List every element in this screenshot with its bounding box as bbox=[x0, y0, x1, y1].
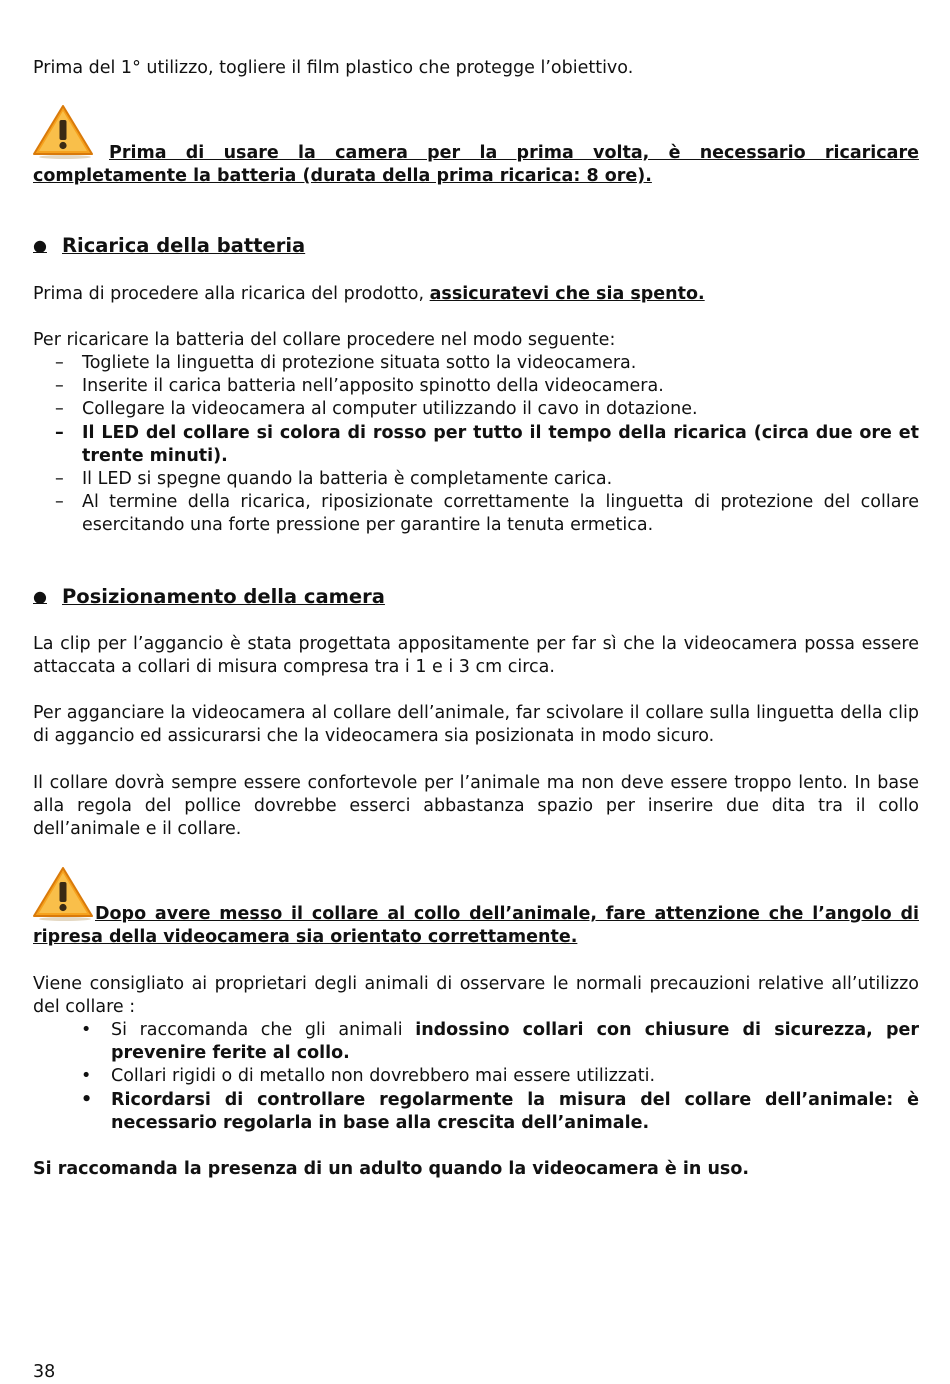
list-item: • Si raccomanda che gli animali indossino collari con chiusure di sicurezza, per prevenire ferite al collo. bbox=[81, 1020, 919, 1064]
heading-bullet: ● bbox=[33, 587, 47, 606]
advice-intro: Viene consigliato ai proprietari degli animali di osservare le normali precauzioni relative all’utilizzo del collare : bbox=[33, 974, 919, 1018]
list-item: – Al termine della ricarica, riposizionate correttamente la linguetta di protezione del collare esercitando una forte pressione per garantire la tenuta ermetica. bbox=[55, 492, 919, 536]
positioning-paragraph-1: La clip per l’aggancio è stata progettata appositamente per far sì che la videocamera possa essere attaccata a collari di misura compresa tra i 1 e i 3 cm circa. bbox=[33, 634, 919, 678]
list-item: – Collegare la videocamera al computer utilizzando il cavo in dotazione. bbox=[55, 399, 698, 420]
heading-bullet: ● bbox=[33, 236, 47, 255]
paragraph-text: Prima di procedere alla ricarica del prodotto, bbox=[33, 284, 430, 304]
positioning-paragraph-3: Il collare dovrà sempre essere confortevole per l’animale ma non deve essere troppo lento. In base alla regola del pollice dovrebbe esserci abbastanza spazio per inserire due dita tra il collo dell’animale e il collare. bbox=[33, 773, 919, 840]
list-item: • Ricordarsi di controllare regolarmente la misura del collare dell’animale: è necessario regolarla in base alla crescita dell’animale. bbox=[81, 1089, 919, 1133]
positioning-paragraph-2: Per agganciare la videocamera al collare dell’animale, far scivolare il collare sulla linguetta della clip di aggancio ed assicurarsi che la videocamera sia posizionata in modo sicuro. bbox=[33, 703, 919, 747]
section-title: Ricarica della batteria bbox=[62, 234, 306, 257]
closing-note: Si raccomanda la presenza di un adulto quando la videocamera è in uso. bbox=[33, 1159, 749, 1179]
paragraph-emphasis: assicuratevi che sia spento. bbox=[429, 284, 705, 304]
warning-camera-angle: Dopo avere messo il collare al collo dell’animale, fare attenzione che l’angolo di ripresa della videocamera sia orientato correttamente. bbox=[33, 904, 919, 948]
charging-steps-list bbox=[33, 352, 919, 538]
list-item: – Inserite il carica batteria nell’apposito spinotto della videocamera. bbox=[55, 376, 664, 397]
page-number: 38 bbox=[33, 1362, 56, 1382]
warning-battery-charge: Prima di usare la camera per la prima volta, è necessario ricaricare completamente la batteria (durata della prima ricarica: 8 ore). bbox=[33, 143, 919, 187]
list-item: – Il LED del collare si colora di rosso per tutto il tempo della ricarica (circa due ore et trente minuti). bbox=[55, 422, 919, 466]
advice-list bbox=[33, 1019, 919, 1135]
list-item: – Il LED si spegne quando la batteria è completamente carica. bbox=[55, 469, 613, 490]
list-item: – Togliete la linguetta di protezione situata sotto la videocamera. bbox=[55, 353, 637, 373]
battery-paragraph-1 bbox=[33, 283, 919, 306]
battery-paragraph-2: Per ricaricare la batteria del collare procedere nel modo seguente: bbox=[33, 330, 616, 350]
section-title: Posizionamento della camera bbox=[62, 585, 385, 608]
section-heading-positioning bbox=[33, 585, 919, 608]
intro-text: Prima del 1° utilizzo, togliere il film plastico che protegge l’obiettivo. bbox=[33, 58, 634, 78]
list-item: • Collari rigidi o di metallo non dovrebbero mai essere utilizzati. bbox=[81, 1066, 656, 1087]
section-heading-battery bbox=[33, 234, 919, 257]
